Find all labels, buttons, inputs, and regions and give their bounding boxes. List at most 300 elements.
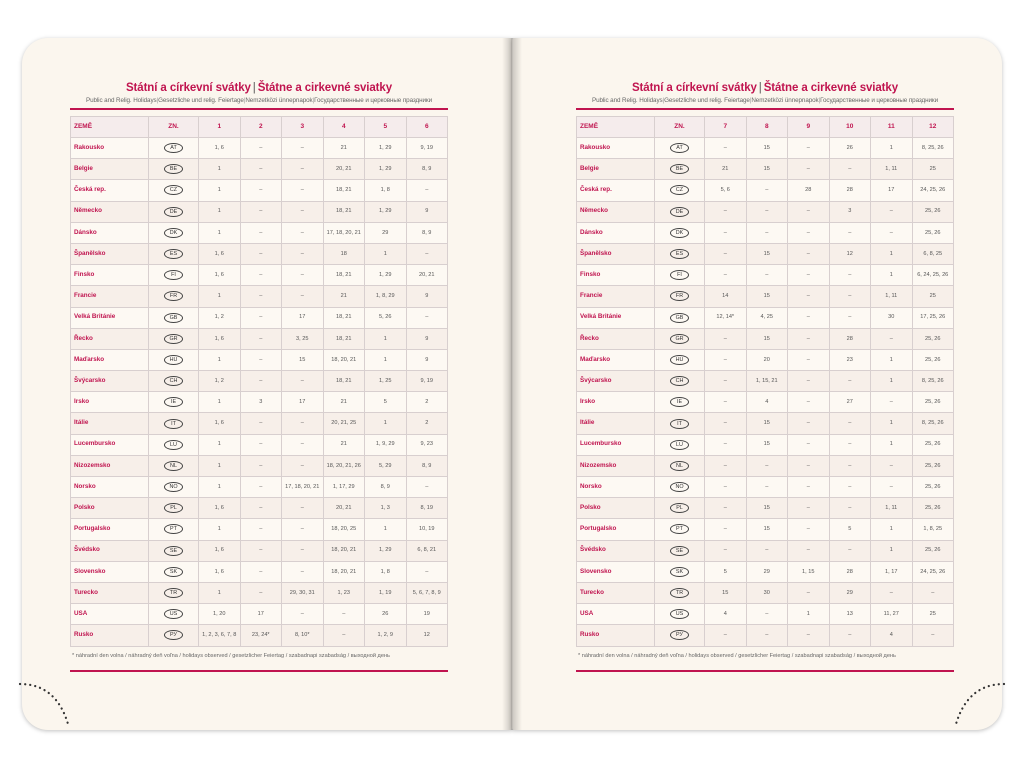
table-row <box>71 434 448 455</box>
country-name: Německo <box>71 201 149 222</box>
country-name: Polsko <box>71 498 149 519</box>
column-header-month: 5 <box>365 117 407 138</box>
holiday-dates-cell: 28 <box>829 180 871 201</box>
country-name: Německo <box>577 201 655 222</box>
holidays-table-jan-jun <box>70 116 448 647</box>
holiday-dates-cell: – <box>240 222 282 243</box>
table-row <box>577 180 954 201</box>
holiday-dates-cell: 9 <box>406 349 448 370</box>
country-name: Francie <box>71 286 149 307</box>
holiday-dates-cell: 17 <box>871 180 913 201</box>
country-code-cell <box>149 328 199 349</box>
holidays-table-jul-dec <box>576 116 954 647</box>
table-row <box>71 138 448 159</box>
country-name: Itálie <box>577 413 655 434</box>
subtitle-en: Public and Relig. Holidays <box>591 97 663 104</box>
holiday-dates-cell: – <box>406 307 448 328</box>
bottom-rule <box>70 670 448 672</box>
table-row <box>71 604 448 625</box>
table-row <box>577 455 954 476</box>
table-row <box>71 222 448 243</box>
country-code-cell <box>655 582 705 603</box>
holiday-dates-cell: 15 <box>282 349 324 370</box>
table-row <box>577 349 954 370</box>
country-code-badge: SK <box>670 567 689 577</box>
country-name: Finsko <box>71 265 149 286</box>
holiday-dates-cell: 25, 26 <box>912 349 954 370</box>
table-row <box>577 519 954 540</box>
holiday-dates-cell: 18, 20, 21 <box>323 349 365 370</box>
country-code-badge: BE <box>164 164 183 174</box>
country-code-badge: AT <box>164 143 183 153</box>
holiday-dates-cell: 29 <box>829 582 871 603</box>
holiday-dates-cell: 24, 25, 26 <box>912 180 954 201</box>
country-code-cell <box>655 498 705 519</box>
holiday-dates-cell: 1, 29 <box>365 540 407 561</box>
holiday-dates-cell: 1 <box>871 519 913 540</box>
table-row <box>71 413 448 434</box>
holiday-dates-cell: 26 <box>829 138 871 159</box>
table-row <box>577 307 954 328</box>
country-name: Švýcarsko <box>71 371 149 392</box>
holiday-dates-cell: – <box>788 455 830 476</box>
table-row <box>577 286 954 307</box>
country-code-badge: GR <box>164 334 183 344</box>
country-code-badge: CH <box>164 376 183 386</box>
holiday-dates-cell: – <box>282 286 324 307</box>
holiday-dates-cell: – <box>323 625 365 646</box>
holiday-dates-cell: 1, 29 <box>365 201 407 222</box>
country-code-badge: CH <box>670 376 689 386</box>
country-name: Turecko <box>577 582 655 603</box>
country-code-cell <box>149 243 199 264</box>
country-code-badge: ES <box>164 249 183 259</box>
holiday-dates-cell: 19 <box>406 604 448 625</box>
holiday-dates-cell: – <box>829 265 871 286</box>
holiday-dates-cell: 25, 26 <box>912 477 954 498</box>
holiday-dates-cell: 9 <box>406 286 448 307</box>
country-code-cell <box>655 159 705 180</box>
holiday-dates-cell: 17 <box>282 307 324 328</box>
holiday-dates-cell: – <box>282 519 324 540</box>
holiday-dates-cell: 11, 27 <box>871 604 913 625</box>
holiday-dates-cell: 1, 20 <box>199 604 241 625</box>
holiday-dates-cell: – <box>240 413 282 434</box>
holiday-dates-cell: 1, 11 <box>871 498 913 519</box>
holiday-dates-cell: 1 <box>365 413 407 434</box>
country-name: Švýcarsko <box>577 371 655 392</box>
country-code-badge: HU <box>670 355 689 365</box>
subtitle-ru: Государственные и церковные праздники <box>314 97 432 104</box>
holiday-dates-cell: 1, 29 <box>365 138 407 159</box>
country-code-badge: LU <box>670 440 689 450</box>
country-name: Norsko <box>577 477 655 498</box>
title-slovak: Štátne a cirkevné sviatky <box>257 82 392 94</box>
holiday-dates-cell: 1, 6 <box>199 243 241 264</box>
title-separator: | <box>758 82 762 94</box>
holiday-dates-cell: 20 <box>746 349 788 370</box>
country-name: Itálie <box>71 413 149 434</box>
country-code-cell <box>655 455 705 476</box>
footnote: * náhradní den volna / náhradný deň voľna / holidays observed / gesetzlicher Feiertag / szabadnapi szabadság / выходной день <box>578 652 896 659</box>
country-name: USA <box>71 604 149 625</box>
table-row <box>577 434 954 455</box>
holiday-dates-cell: 1 <box>365 328 407 349</box>
top-rule <box>70 108 448 110</box>
holiday-dates-cell: 25, 26 <box>912 328 954 349</box>
page-title <box>576 80 954 96</box>
holiday-dates-cell: – <box>240 286 282 307</box>
holiday-dates-cell: 1, 15 <box>788 561 830 582</box>
holiday-dates-cell: 14 <box>705 286 747 307</box>
holiday-dates-cell: 25 <box>912 604 954 625</box>
holiday-dates-cell: 4 <box>746 392 788 413</box>
holiday-dates-cell: 1, 6 <box>199 413 241 434</box>
holiday-dates-cell: – <box>240 201 282 222</box>
country-name: Nizozemsko <box>71 455 149 476</box>
country-code-cell <box>149 392 199 413</box>
holiday-dates-cell: – <box>788 265 830 286</box>
holiday-dates-cell: – <box>282 540 324 561</box>
holiday-dates-cell: 1 <box>199 392 241 413</box>
holiday-dates-cell: – <box>323 604 365 625</box>
holiday-dates-cell: 18, 20, 21 <box>323 540 365 561</box>
holiday-dates-cell: 6, 8, 25 <box>912 243 954 264</box>
holiday-dates-cell: – <box>871 328 913 349</box>
column-header-month: 3 <box>282 117 324 138</box>
table-row <box>71 307 448 328</box>
country-name: Rakousko <box>577 138 655 159</box>
left-content <box>70 80 448 672</box>
country-code-cell <box>655 222 705 243</box>
country-code-cell <box>149 201 199 222</box>
country-code-badge: LU <box>164 440 183 450</box>
holiday-dates-cell: 15 <box>746 413 788 434</box>
country-name: Francie <box>577 286 655 307</box>
holiday-dates-cell: 8, 9 <box>365 477 407 498</box>
holiday-dates-cell: 1, 11 <box>871 286 913 307</box>
country-code-cell <box>655 286 705 307</box>
holiday-dates-cell: – <box>705 625 747 646</box>
country-code-badge: GB <box>670 313 689 323</box>
holiday-dates-cell: – <box>406 561 448 582</box>
holiday-dates-cell: – <box>829 413 871 434</box>
holiday-dates-cell: 8, 9 <box>406 159 448 180</box>
holiday-dates-cell: 25, 26 <box>912 540 954 561</box>
table-row <box>71 625 448 646</box>
country-code-cell <box>149 540 199 561</box>
country-code-cell <box>655 371 705 392</box>
holiday-dates-cell: 1, 8, 29 <box>365 286 407 307</box>
holiday-dates-cell: 5 <box>829 519 871 540</box>
holiday-dates-cell: – <box>705 243 747 264</box>
holiday-dates-cell: 5, 6 <box>705 180 747 201</box>
table-row <box>71 328 448 349</box>
holiday-dates-cell: 29 <box>746 561 788 582</box>
holiday-dates-cell: 25, 26 <box>912 455 954 476</box>
holiday-dates-cell: – <box>705 138 747 159</box>
holiday-dates-cell: 15 <box>746 498 788 519</box>
holiday-dates-cell: 21 <box>323 286 365 307</box>
holiday-dates-cell: 2 <box>406 392 448 413</box>
holiday-dates-cell: – <box>829 222 871 243</box>
holiday-dates-cell: 4 <box>871 625 913 646</box>
holiday-dates-cell: – <box>282 222 324 243</box>
holiday-dates-cell: – <box>705 519 747 540</box>
holiday-dates-cell: – <box>705 498 747 519</box>
holiday-dates-cell: – <box>240 371 282 392</box>
table-row <box>577 540 954 561</box>
holiday-dates-cell: – <box>829 540 871 561</box>
holiday-dates-cell: – <box>240 519 282 540</box>
country-code-badge: FR <box>670 291 689 301</box>
holiday-dates-cell: – <box>871 582 913 603</box>
holiday-dates-cell: 5, 29 <box>365 455 407 476</box>
holiday-dates-cell: – <box>282 180 324 201</box>
holiday-dates-cell: – <box>240 307 282 328</box>
country-code-cell <box>655 540 705 561</box>
holiday-dates-cell: – <box>282 201 324 222</box>
country-code-cell <box>655 519 705 540</box>
country-code-cell <box>149 159 199 180</box>
holiday-dates-cell: 12 <box>406 625 448 646</box>
holiday-dates-cell: – <box>240 582 282 603</box>
table-row <box>577 392 954 413</box>
holiday-dates-cell: – <box>788 392 830 413</box>
country-code-cell <box>655 561 705 582</box>
country-code-badge: NL <box>164 461 183 471</box>
table-row <box>577 413 954 434</box>
footnote: * náhradní den volna / náhradný deň voľna / holidays observed / gesetzlicher Feiertag / szabadnapi szabadság / выходной день <box>72 652 390 659</box>
holiday-dates-cell: – <box>746 540 788 561</box>
holiday-dates-cell: 25, 26 <box>912 498 954 519</box>
table-header-row <box>577 117 954 138</box>
country-name: Řecko <box>577 328 655 349</box>
country-code-badge: DK <box>164 228 183 238</box>
holiday-dates-cell: 9, 23 <box>406 434 448 455</box>
page-subtitle: Public and Relig. Holidays|Gesetzliche und relig. Feiertage|Nemzetközi ünnepnapok|Государственные и церковные праздники <box>85 97 432 104</box>
holiday-dates-cell: 15 <box>746 519 788 540</box>
holiday-dates-cell: 3 <box>240 392 282 413</box>
holiday-dates-cell: 21 <box>705 159 747 180</box>
holiday-dates-cell: – <box>788 201 830 222</box>
holiday-dates-cell: 3 <box>829 201 871 222</box>
country-code-badge: SE <box>164 546 183 556</box>
holiday-dates-cell: 8, 25, 26 <box>912 413 954 434</box>
table-row <box>71 477 448 498</box>
country-code-badge: РУ <box>670 630 689 640</box>
country-name: Rusko <box>71 625 149 646</box>
country-code-cell <box>655 604 705 625</box>
holiday-dates-cell: 9 <box>406 328 448 349</box>
holiday-dates-cell: – <box>829 434 871 455</box>
holiday-dates-cell: 18, 20, 21 <box>323 561 365 582</box>
holiday-dates-cell: – <box>788 413 830 434</box>
country-name: Maďarsko <box>577 349 655 370</box>
country-name: Rusko <box>577 625 655 646</box>
table-row <box>577 201 954 222</box>
subtitle-en: Public and Relig. Holidays <box>85 97 157 104</box>
country-code-cell <box>149 582 199 603</box>
holiday-dates-cell: 1 <box>199 286 241 307</box>
holiday-dates-cell: 17, 25, 26 <box>912 307 954 328</box>
country-code-cell <box>655 180 705 201</box>
country-name: Finsko <box>577 265 655 286</box>
holiday-dates-cell: 8, 19 <box>406 498 448 519</box>
holiday-dates-cell: 1, 8 <box>365 180 407 201</box>
holiday-dates-cell: 1, 9, 29 <box>365 434 407 455</box>
holiday-dates-cell: 28 <box>829 328 871 349</box>
holiday-dates-cell: 9, 19 <box>406 371 448 392</box>
holiday-dates-cell: – <box>406 180 448 201</box>
table-row <box>71 561 448 582</box>
left-page <box>22 38 512 730</box>
table-row <box>577 498 954 519</box>
holiday-dates-cell: 1, 17 <box>871 561 913 582</box>
country-name: Turecko <box>71 582 149 603</box>
country-code-cell <box>149 498 199 519</box>
holiday-dates-cell: 18, 21 <box>323 328 365 349</box>
holiday-dates-cell: – <box>705 455 747 476</box>
holiday-dates-cell: – <box>829 371 871 392</box>
holiday-dates-cell: 15 <box>746 159 788 180</box>
holiday-dates-cell: 1, 19 <box>365 582 407 603</box>
holiday-dates-cell: – <box>871 477 913 498</box>
country-name: Belgie <box>577 159 655 180</box>
holiday-dates-cell: 25, 26 <box>912 201 954 222</box>
holiday-dates-cell: 1 <box>871 371 913 392</box>
country-name: Španělsko <box>71 243 149 264</box>
holiday-dates-cell: 20, 21 <box>406 265 448 286</box>
country-code-badge: PL <box>670 503 689 513</box>
holiday-dates-cell: 4 <box>705 604 747 625</box>
holiday-dates-cell: 21 <box>323 392 365 413</box>
holiday-dates-cell: – <box>829 625 871 646</box>
holiday-dates-cell: 25, 26 <box>912 434 954 455</box>
holiday-dates-cell: 1, 6 <box>199 498 241 519</box>
column-header-month: 4 <box>323 117 365 138</box>
holiday-dates-cell: 15 <box>746 138 788 159</box>
country-code-cell <box>655 138 705 159</box>
holiday-dates-cell: – <box>788 138 830 159</box>
holiday-dates-cell: – <box>705 265 747 286</box>
country-code-cell <box>655 434 705 455</box>
holiday-dates-cell: 1 <box>365 243 407 264</box>
column-header-code: ZN. <box>149 117 199 138</box>
country-code-badge: IE <box>670 397 689 407</box>
country-name: Česká rep. <box>577 180 655 201</box>
holiday-dates-cell: – <box>705 434 747 455</box>
country-name: Dánsko <box>577 222 655 243</box>
holiday-dates-cell: 1 <box>199 477 241 498</box>
holiday-dates-cell: 18, 21 <box>323 265 365 286</box>
top-rule <box>576 108 954 110</box>
country-code-badge: ES <box>670 249 689 259</box>
country-code-cell <box>149 604 199 625</box>
holiday-dates-cell: 5 <box>365 392 407 413</box>
country-code-cell <box>655 625 705 646</box>
right-content <box>576 80 954 672</box>
country-name: Irsko <box>71 392 149 413</box>
holiday-dates-cell: – <box>829 286 871 307</box>
holiday-dates-cell: – <box>705 222 747 243</box>
holiday-dates-cell: – <box>282 561 324 582</box>
holiday-dates-cell: 8, 9 <box>406 222 448 243</box>
country-code-cell <box>655 349 705 370</box>
holiday-dates-cell: 21 <box>323 138 365 159</box>
holiday-dates-cell: – <box>406 243 448 264</box>
table-row <box>71 349 448 370</box>
holiday-dates-cell: 8, 25, 26 <box>912 138 954 159</box>
holiday-dates-cell: – <box>240 477 282 498</box>
holiday-dates-cell: – <box>788 582 830 603</box>
holiday-dates-cell: – <box>705 477 747 498</box>
table-row <box>71 582 448 603</box>
holiday-dates-cell: – <box>282 159 324 180</box>
holiday-dates-cell: 1 <box>871 265 913 286</box>
holiday-dates-cell: 8, 25, 26 <box>912 371 954 392</box>
holiday-dates-cell: – <box>829 455 871 476</box>
country-name: Portugalsko <box>577 519 655 540</box>
holiday-dates-cell: 27 <box>829 392 871 413</box>
table-header-row <box>71 117 448 138</box>
holiday-dates-cell: – <box>788 328 830 349</box>
holiday-dates-cell: – <box>705 349 747 370</box>
country-name: Slovensko <box>71 561 149 582</box>
table-row <box>577 582 954 603</box>
holiday-dates-cell: – <box>406 477 448 498</box>
country-code-badge: NL <box>670 461 689 471</box>
holiday-dates-cell: 18, 21 <box>323 307 365 328</box>
country-code-cell <box>149 519 199 540</box>
holiday-dates-cell: – <box>705 413 747 434</box>
country-code-cell <box>149 371 199 392</box>
holiday-dates-cell: – <box>240 243 282 264</box>
country-code-badge: GB <box>164 313 183 323</box>
holiday-dates-cell: 6, 8, 21 <box>406 540 448 561</box>
column-header-month: 11 <box>871 117 913 138</box>
holiday-dates-cell: – <box>746 265 788 286</box>
country-code-badge: FI <box>670 270 689 280</box>
country-name: Velká Británie <box>577 307 655 328</box>
table-row <box>577 222 954 243</box>
holiday-dates-cell: 15 <box>705 582 747 603</box>
country-code-badge: CZ <box>164 185 183 195</box>
holiday-dates-cell: 18, 21 <box>323 371 365 392</box>
holiday-dates-cell: – <box>240 455 282 476</box>
country-name: Řecko <box>71 328 149 349</box>
holiday-dates-cell: – <box>282 371 324 392</box>
subtitle-de: Gesetzliche und relig. Feiertage <box>158 97 244 104</box>
holiday-dates-cell: – <box>705 392 747 413</box>
holiday-dates-cell: 1, 15, 21 <box>746 371 788 392</box>
holiday-dates-cell: – <box>282 604 324 625</box>
country-code-badge: BE <box>670 164 689 174</box>
country-code-cell <box>149 265 199 286</box>
title-czech: Státní a církevní svátky <box>631 82 757 94</box>
corner-dots-decoration <box>18 678 78 728</box>
holiday-dates-cell: 1, 6 <box>199 540 241 561</box>
holiday-dates-cell: 17, 18, 20, 21 <box>323 222 365 243</box>
title-czech: Státní a církevní svátky <box>125 82 251 94</box>
country-code-cell <box>655 307 705 328</box>
holiday-dates-cell: 25, 26 <box>912 222 954 243</box>
table-row <box>577 371 954 392</box>
holiday-dates-cell: 1 <box>199 434 241 455</box>
holiday-dates-cell: 23, 24* <box>240 625 282 646</box>
holiday-dates-cell: 30 <box>871 307 913 328</box>
holiday-dates-cell: 1, 2 <box>199 307 241 328</box>
